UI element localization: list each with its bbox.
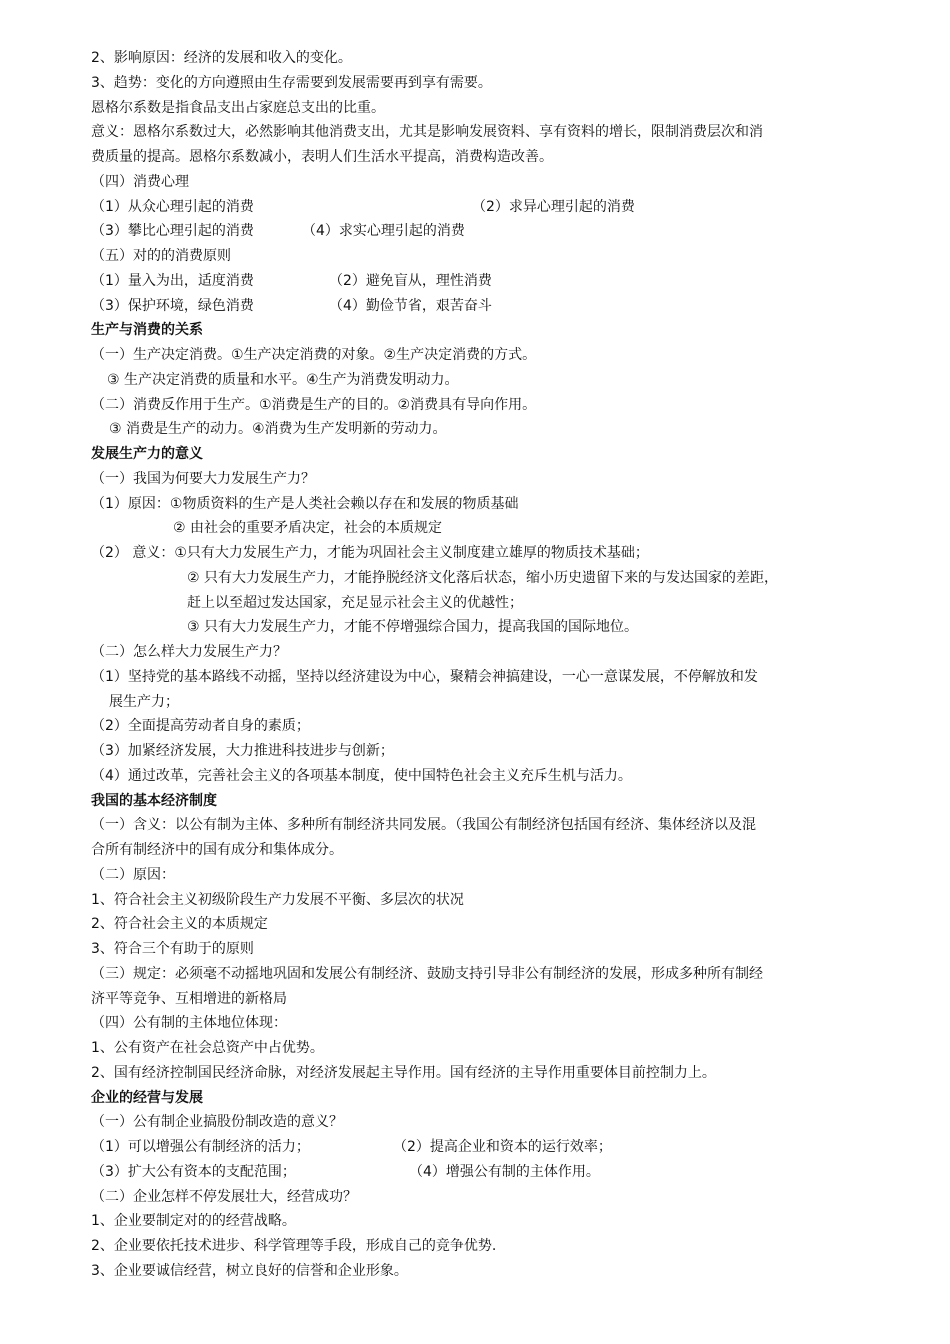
shareholding-item-1: （1）可以增强公有制经济的活力； — [91, 1139, 310, 1155]
principles-row-1 — [91, 269, 861, 294]
how-item-4: （4）通过改革，完善社会主义的各项基本制度，使中国特色社会主义充斥生机与活力。 — [91, 767, 632, 784]
shareholding-item-3: （3）扩大公有资本的支配范围； — [91, 1163, 296, 1180]
system-reason-3: 3、符合三个有助于的原则 — [91, 941, 254, 957]
section-heading-production-consumption: 生产与消费的关系 — [91, 322, 203, 339]
consumer-psychology-title: （四）消费心理 — [91, 173, 189, 190]
section-heading-economic-system: 我国的基本经济制度 — [91, 792, 217, 809]
engel-definition-line: 恩格尔系数是指食品支出占家庭总支出的比重。 — [91, 99, 385, 116]
system-reason-1: 1、符合社会主义初级阶段生产力发展不平衡、多层次的状况 — [91, 891, 464, 908]
how-develop-question: （二）怎么样大力发展生产力？ — [91, 644, 287, 660]
meaning-line-1: （2） 意义：①只有大力发展生产力，才能为巩固社会主义制度建立雄厚的物质技术基础； — [91, 545, 649, 561]
why-develop-question: （一）我国为何要大力发展生产力？ — [91, 470, 315, 487]
engel-significance-line-cont: 费质量的提高。恩格尔系数减小，表明人们生活水平提高，消费构造改善。 — [91, 149, 553, 165]
how-item-2: （2）全面提高劳动者自身的素质； — [91, 718, 310, 735]
document-page — [91, 46, 861, 1284]
public-ownership-item-1: 1、公有资产在社会总资产中占优势。 — [91, 1040, 324, 1056]
psychology-item-1: （1）从众心理引起的消费 — [91, 198, 254, 215]
psychology-row-2 — [91, 219, 861, 244]
trend-line: 3、趋势：变化的方向遵照由生存需要到发展需要再到享有需要。 — [91, 74, 492, 91]
how-item-1-cont: 展生产力； — [109, 693, 179, 710]
reason-line-1: （1）原因：①物质资料的生产是人类社会赖以存在和发展的物质基础 — [91, 495, 519, 512]
meaning-line-3: ③ 只有大力发展生产力，才能不停增强综合国力，提高我国的国际地位。 — [187, 619, 638, 636]
public-ownership-item-2: 2、国有经济控制国民经济命脉，对经济发展起主导作用。国有经济的主导作用重要体目前控制力上。 — [91, 1064, 716, 1081]
enterprise-item-2: 2、企业要依托技术进步、科学管理等手段，形成自己的竞争优势. — [91, 1238, 497, 1254]
production-determines-consumption-cont: ③ 生产决定消费的质量和水平。④生产为消费发明动力。 — [107, 371, 459, 388]
psychology-item-2: （2）求异心理引起的消费 — [472, 198, 635, 215]
how-item-3: （3）加紧经济发展，大力推进科技进步与创新； — [91, 743, 394, 759]
section-heading-enterprise: 企业的经营与发展 — [91, 1089, 203, 1106]
meaning-line-2-cont: 赶上以至超过发达国家，充足显示社会主义的优越性； — [187, 594, 523, 611]
principle-item-4: （4）勤俭节省，艰苦奋斗 — [329, 297, 492, 314]
enterprise-success-question: （二）企业怎样不停发展壮大，经营成功？ — [91, 1188, 357, 1205]
psychology-item-4: （4）求实心理引起的消费 — [302, 223, 465, 240]
consumption-reacts-production: （二）消费反作用于生产。①消费是生产的目的。②消费具有导向作用。 — [91, 396, 537, 413]
public-ownership-title: （四）公有制的主体地位体现： — [91, 1015, 287, 1032]
principle-item-1: （1）量入为出，适度消费 — [91, 272, 254, 289]
system-reasons-title: （二）原因： — [91, 866, 175, 883]
shareholding-item-2: （2）提高企业和资本的运行效率； — [393, 1139, 612, 1155]
enterprise-item-3: 3、企业要诚信经营，树立良好的信誉和企业形象。 — [91, 1262, 408, 1279]
system-rule: （三）规定：必须毫不动摇地巩固和发展公有制经济、鼓励支持引导非公有制经济的发展，形成多种所有制经 — [91, 965, 763, 982]
reason-line-2: ② 由社会的重要矛盾决定，社会的本质规定 — [173, 520, 442, 537]
system-definition-cont: 合所有制经济中的国有成分和集体成分。 — [91, 842, 343, 858]
shareholding-item-4: （4）增强公有制的主体作用。 — [409, 1163, 600, 1180]
psychology-row-1 — [91, 195, 861, 220]
shareholding-row-1 — [91, 1135, 861, 1160]
how-item-1: （1）坚持党的基本路线不动摇，坚持以经济建设为中心，聚精会神搞建设，一心一意谋发展，不停解放和发 — [91, 668, 758, 685]
principle-item-2: （2）避免盲从，理性消费 — [329, 272, 492, 289]
consumption-reacts-production-cont: ③ 消费是生产的动力。④消费为生产发明新的劳动力。 — [109, 421, 447, 438]
engel-significance-line: 意义：恩格尔系数过大，必然影响其他消费支出，尤其是影响发展资料、享有资料的增长，限制消费层次和消 — [91, 124, 763, 141]
principle-item-3: （3）保护环境，绿色消费 — [91, 297, 254, 314]
shareholding-row-2 — [91, 1160, 861, 1185]
shareholding-question: （一）公有制企业搞股份制改造的意义？ — [91, 1114, 343, 1131]
section-heading-productivity: 发展生产力的意义 — [91, 446, 203, 462]
principles-row-2 — [91, 294, 861, 319]
meaning-line-2: ② 只有大力发展生产力，才能挣脱经济文化落后状态，缩小历史遗留下来的与发达国家的差距， — [187, 569, 778, 586]
system-reason-2: 2、符合社会主义的本质规定 — [91, 916, 268, 933]
system-definition: （一）含义：以公有制为主体、多种所有制经济共同发展。（我国公有制经济包括国有经济、集体经济以及混 — [91, 817, 756, 834]
consumption-principles-title: （五）对的的消费原则 — [91, 248, 231, 264]
enterprise-item-1: 1、企业要制定对的的经营战略。 — [91, 1213, 296, 1230]
influence-factors-line: 2、影响原因：经济的发展和收入的变化。 — [91, 50, 352, 66]
system-rule-cont: 济平等竞争、互相增进的新格局 — [91, 990, 287, 1007]
psychology-item-3: （3）攀比心理引起的消费 — [91, 223, 254, 240]
production-determines-consumption: （一）生产决定消费。①生产决定消费的对象。②生产决定消费的方式。 — [91, 347, 537, 363]
